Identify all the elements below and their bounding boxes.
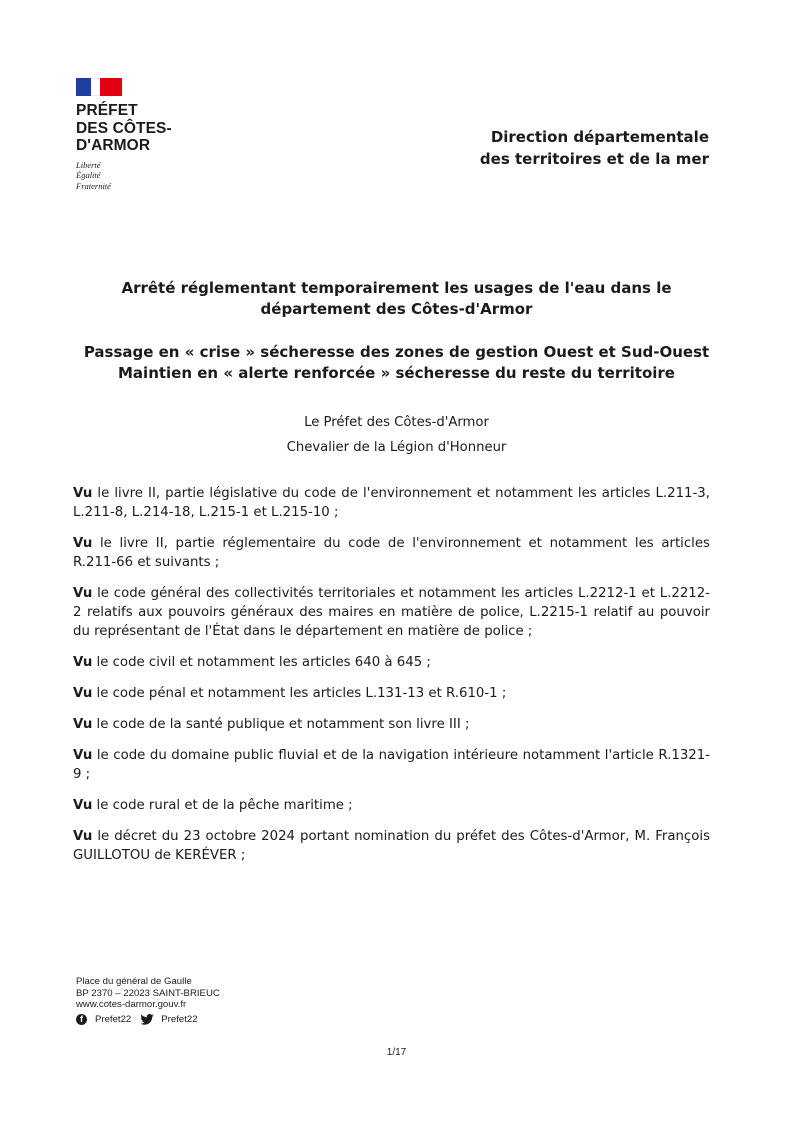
subtitle-line: Passage en « crise » sécheresse des zones de gestion Ouest et Sud-Ouest	[83, 343, 710, 361]
vu-keyword: Vu	[73, 536, 93, 551]
consideration-paragraph	[73, 715, 710, 734]
title-line: Arrêté réglementant temporairement les usages de l'eau dans le	[121, 279, 672, 297]
footer-website-link[interactable]: www.cotes-darmor.gouv.fr	[76, 999, 187, 1010]
consideration-text: le code civil et notamment les articles 640 à 645 ;	[92, 655, 431, 670]
motto-line: Égalité	[76, 170, 101, 180]
motto-line: Fraternité	[76, 180, 111, 191]
prefet-line: PRÉFET	[76, 102, 138, 119]
consideration-text: le décret du 23 octobre 2024 portant nomination du préfet des Côtes-d'Armor, M. François GUILLOTOU de KERÉVER ;	[73, 829, 710, 863]
consideration-text: le code pénal et notamment les articles L.131-13 et R.610-1 ;	[92, 686, 507, 701]
vu-keyword: Vu	[73, 586, 93, 601]
vu-keyword: Vu	[73, 686, 93, 701]
consideration-text: le livre II, partie réglementaire du code de l'environnement et notamment les articles R.211-66 et suivants ;	[73, 536, 710, 570]
consideration-paragraph	[73, 484, 710, 522]
consideration-text: le code de la santé publique et notamment son livre III ;	[92, 717, 470, 732]
consideration-text: le code général des collectivités territoriales et notamment les articles L.2212-1 et L.2212-2 relatifs aux pouvoirs généraux des maires en matière de police, L.2215-1 relatif au pouvoir du représentant de l'État dans le département en matière de police ;	[73, 586, 710, 639]
facebook-icon[interactable]: f	[76, 1014, 87, 1025]
document-subtitle	[76, 342, 717, 384]
consideration-paragraph	[73, 796, 710, 815]
service-line: des territoires et de la mer	[479, 150, 709, 168]
consideration-paragraph	[73, 684, 710, 703]
facebook-handle[interactable]: Prefet22	[95, 1013, 132, 1025]
vu-keyword: Vu	[73, 655, 93, 670]
consideration-paragraph	[73, 653, 710, 672]
republique-francaise-logo	[76, 78, 196, 191]
prefet-line: DES CÔTES-	[76, 119, 172, 137]
signer-title: Le Préfet des Côtes-d'Armor	[304, 415, 489, 430]
signer-block	[0, 410, 793, 460]
service-line: Direction départementale	[490, 128, 709, 146]
consideration-paragraph	[73, 746, 710, 784]
consideration-text: le code du domaine public fluvial et de la navigation intérieure notamment l'article R.1321-9 ;	[73, 748, 710, 782]
considerations-list	[73, 484, 710, 877]
vu-keyword: Vu	[73, 486, 93, 501]
social-links	[76, 1014, 220, 1026]
footer-contact	[76, 976, 220, 1025]
title-line: département des Côtes-d'Armor	[260, 300, 533, 318]
prefet-wordmark	[76, 102, 196, 155]
consideration-paragraph	[73, 534, 710, 572]
consideration-paragraph	[73, 827, 710, 865]
consideration-text: le livre II, partie législative du code de l'environnement et notamment les articles L.211-3, L.211-8, L.214-18, L.215-1 et L.215-10 ;	[73, 486, 710, 520]
vu-keyword: Vu	[73, 748, 93, 763]
footer-address-line: Place du général de Gaulle	[76, 976, 192, 987]
consideration-paragraph	[73, 584, 710, 641]
twitter-handle[interactable]: Prefet22	[161, 1013, 198, 1025]
marianne-flag-icon	[76, 78, 122, 96]
subtitle-line: Maintien en « alerte renforcée » sécheresse du reste du territoire	[118, 364, 675, 382]
vu-keyword: Vu	[73, 717, 93, 732]
twitter-icon[interactable]	[140, 1014, 154, 1025]
footer-address-line: BP 2370 – 22023 SAINT-BRIEUC	[76, 987, 220, 999]
signer-distinction: Chevalier de la Légion d'Honneur	[286, 440, 507, 455]
service-name	[480, 126, 709, 170]
consideration-text: le code rural et de la pêche maritime ;	[92, 798, 353, 813]
motto-line: Liberté	[76, 159, 101, 170]
page-number: 1/17	[386, 1047, 407, 1058]
prefet-line: D'ARMOR	[76, 137, 151, 154]
vu-keyword: Vu	[73, 798, 93, 813]
republic-motto	[76, 160, 196, 192]
vu-keyword: Vu	[73, 829, 93, 844]
document-title	[84, 278, 709, 320]
